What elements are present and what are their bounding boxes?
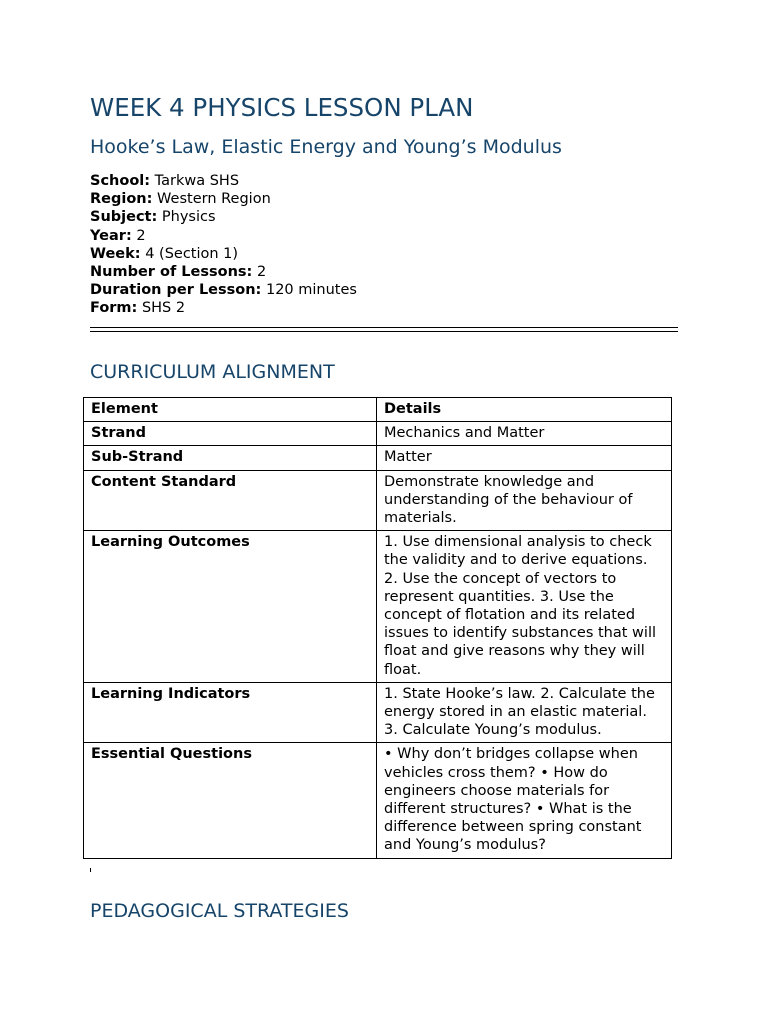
row-element: Essential Questions [84, 743, 377, 858]
meta-label: Form: [90, 300, 138, 317]
meta-duration [90, 281, 357, 299]
meta-year [90, 227, 357, 245]
meta-week [90, 245, 357, 263]
table-row [84, 422, 672, 446]
meta-label: Duration per Lesson: [90, 282, 262, 299]
row-element: Strand [84, 422, 377, 446]
section-heading-curriculum: CURRICULUM ALIGNMENT [90, 361, 335, 383]
row-details: Demonstrate knowledge and understanding of the behaviour of materials. [377, 470, 672, 531]
lesson-metadata [90, 172, 357, 318]
meta-value: Tarkwa SHS [150, 173, 240, 189]
row-details: Matter [377, 446, 672, 470]
meta-label: School: [90, 173, 151, 189]
meta-value: 2 [131, 227, 146, 244]
table-row [84, 743, 672, 858]
row-details: 1. State Hooke’s law. 2. Calculate the energy stored in an elastic material. 3. Calculate Young’s modulus. [377, 682, 672, 743]
curriculum-alignment-table [83, 397, 672, 859]
row-element: Sub-Strand [84, 446, 377, 470]
table-row [84, 531, 672, 683]
meta-label: Year: [90, 227, 132, 244]
column-header-element: Element [84, 398, 377, 422]
column-header-details: Details [377, 398, 672, 422]
table-row [84, 470, 672, 531]
table-corner-mark [90, 868, 93, 872]
row-element: Content Standard [84, 470, 377, 531]
table-row [84, 682, 672, 743]
meta-label: Subject: [90, 209, 158, 226]
meta-value: 120 minutes [261, 282, 357, 299]
table-header-row [84, 398, 672, 422]
meta-label: Week: [90, 245, 141, 262]
double-rule-bottom [90, 331, 678, 332]
meta-number-of-lessons [90, 263, 357, 281]
meta-value: SHS 2 [137, 300, 186, 317]
meta-value: Physics [157, 209, 216, 226]
row-element: Learning Outcomes [84, 531, 377, 683]
meta-value: 2 [252, 264, 267, 281]
section-heading-pedagogical: PEDAGOGICAL STRATEGIES [90, 900, 349, 922]
meta-label: Number of Lessons: [90, 264, 253, 281]
meta-form [90, 299, 357, 317]
table-row [84, 446, 672, 470]
meta-label: Region: [90, 191, 153, 208]
meta-value: Western Region [152, 191, 271, 208]
meta-value: 4 (Section 1) [140, 245, 239, 262]
meta-subject [90, 208, 357, 226]
meta-region [90, 190, 357, 208]
row-details: • Why don’t bridges collapse when vehicles cross them? • How do engineers choose materials for different structures? • What is the difference between spring constant and Young’s modulus? [377, 743, 672, 858]
document-title: WEEK 4 PHYSICS LESSON PLAN [90, 93, 474, 122]
meta-school [90, 172, 357, 190]
row-element: Learning Indicators [84, 682, 377, 743]
double-rule-top [90, 327, 678, 328]
row-details: 1. Use dimensional analysis to check the validity and to derive equations. 2. Use the concept of vectors to represent quantities. 3. Use the concept of flotation and its related issues to identify substances that will float and give reasons why they will float. [377, 531, 672, 683]
row-details: Mechanics and Matter [377, 422, 672, 446]
document-subtitle: Hooke’s Law, Elastic Energy and Young’s Modulus [90, 136, 562, 158]
